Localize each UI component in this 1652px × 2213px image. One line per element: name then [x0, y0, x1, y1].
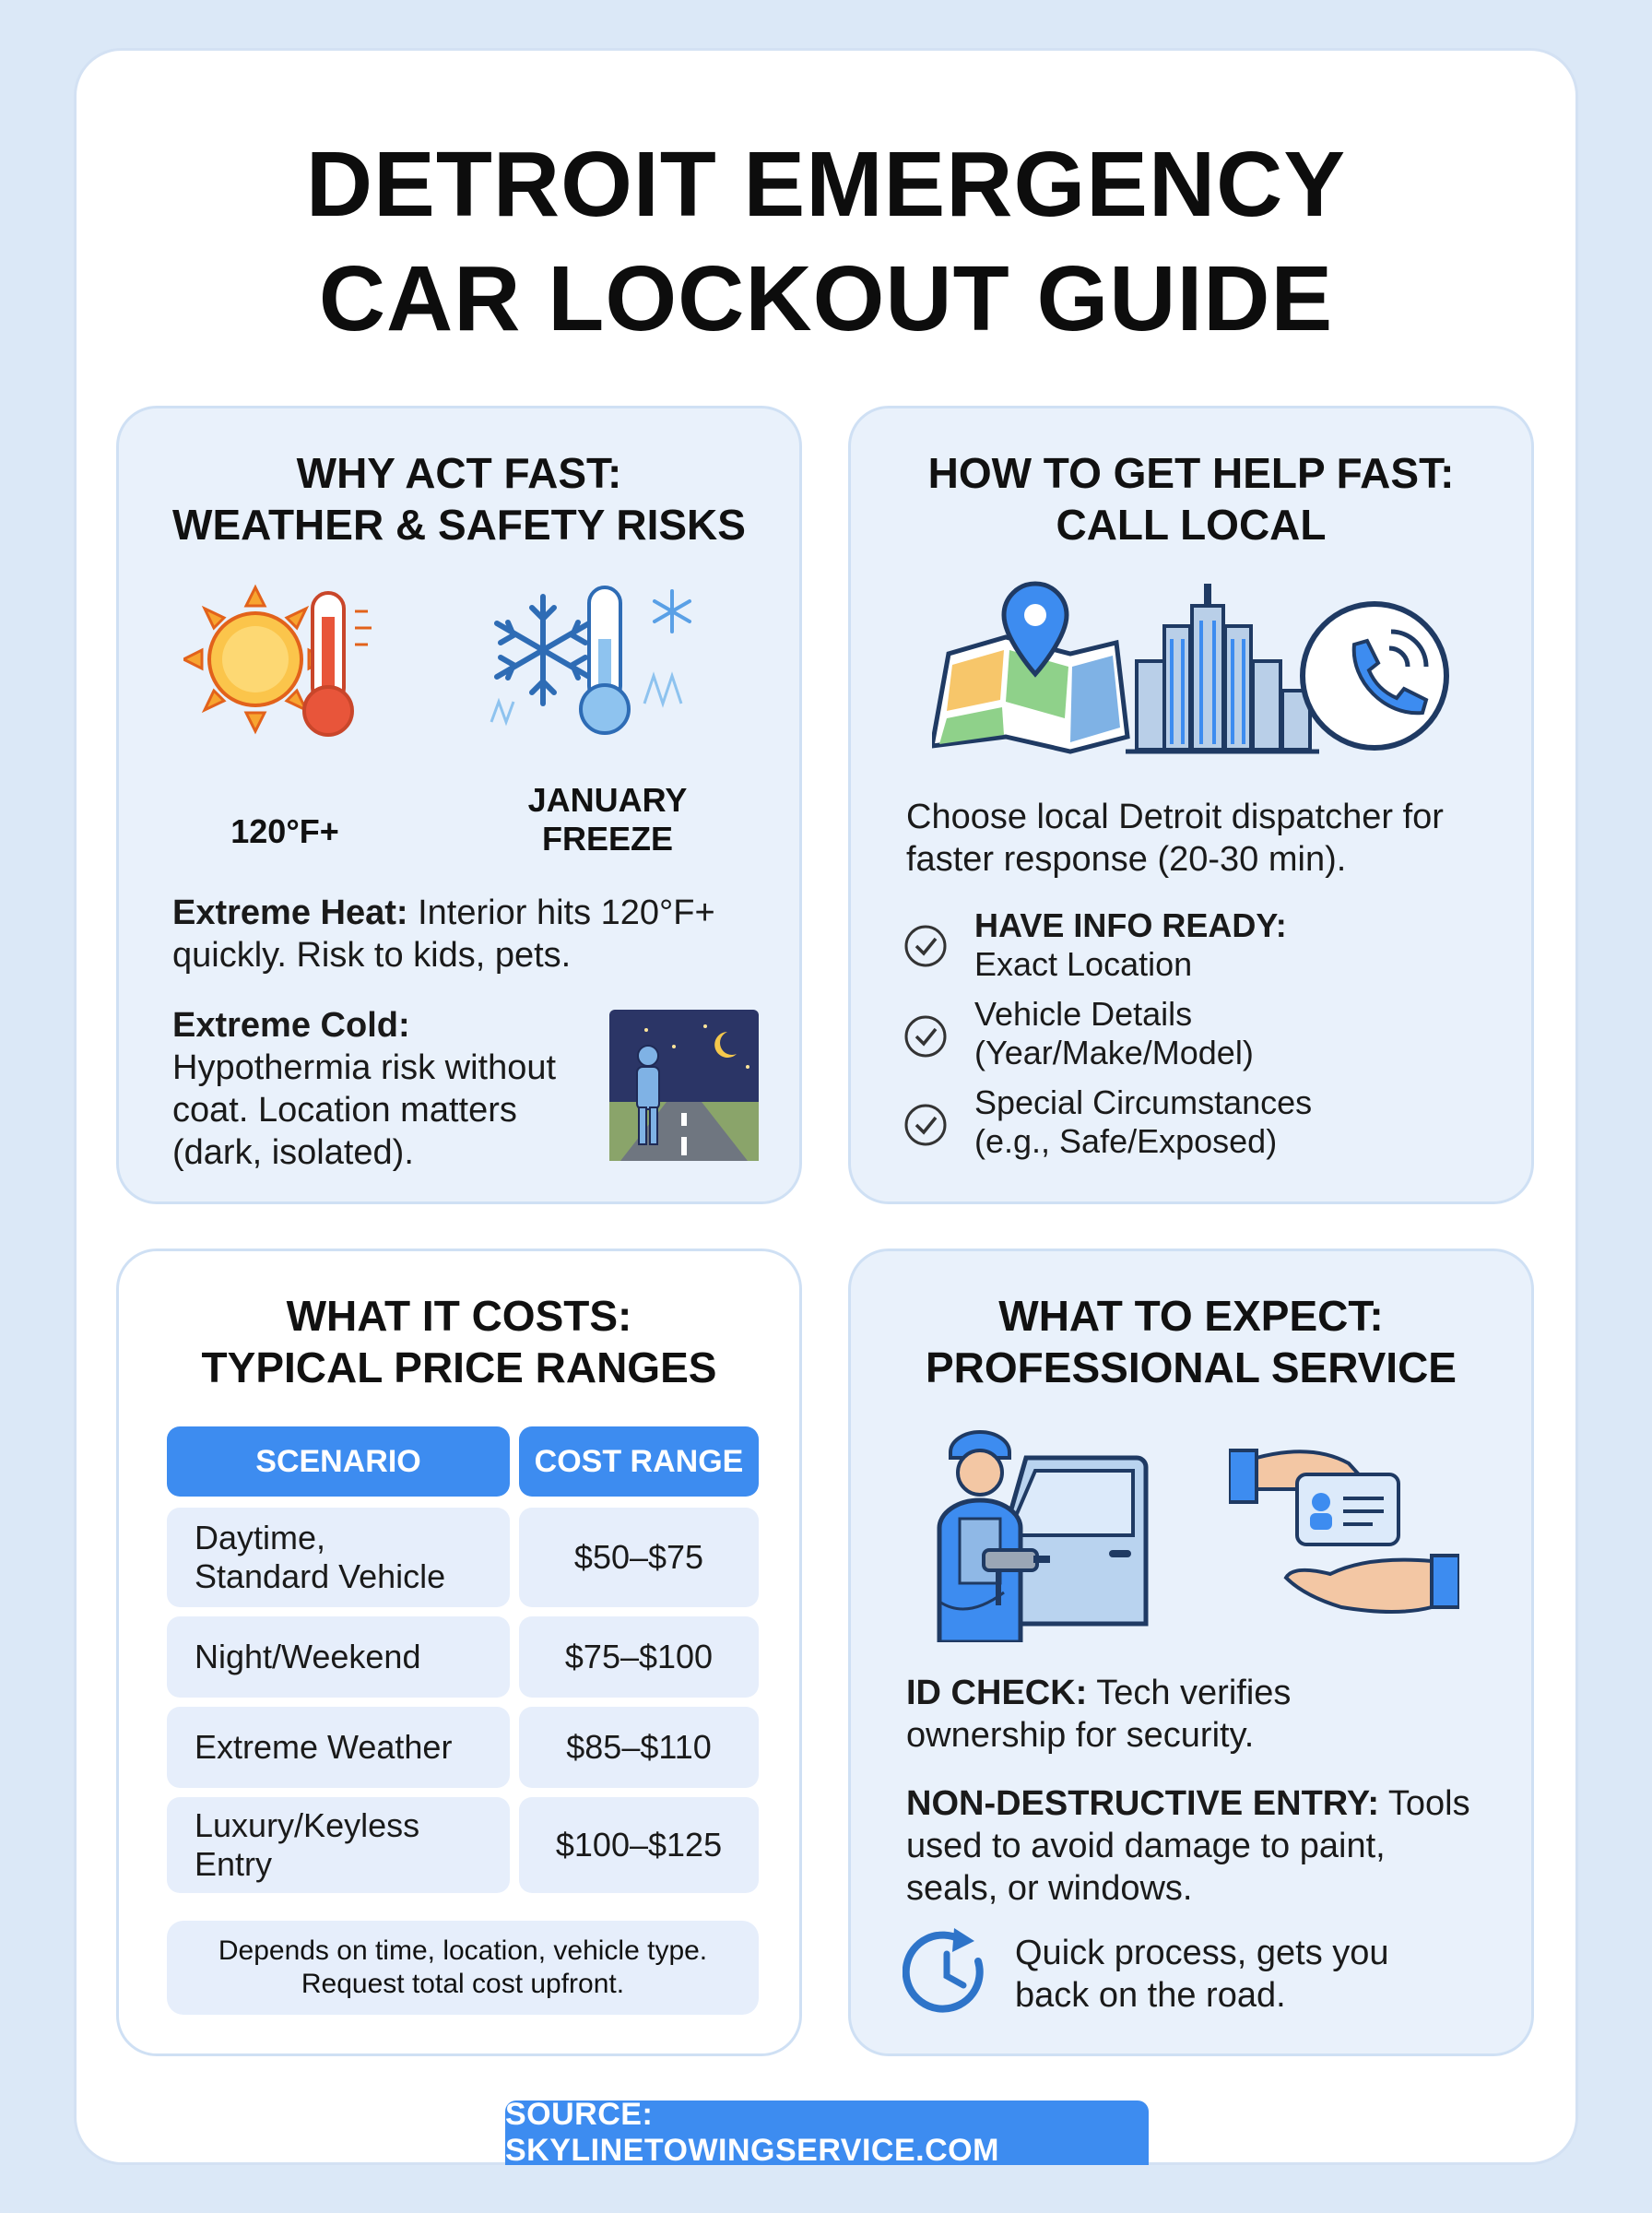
page-title	[0, 127, 1652, 356]
checklist-item-vehicle-details	[974, 995, 1491, 1072]
source-badge: SOURCE: SKYLINETOWINGSERVICE.COM	[505, 2101, 1149, 2165]
checklist-info-ready-label: HAVE INFO READY:	[974, 906, 1287, 944]
help-card-title	[851, 447, 1531, 550]
table-cell-cost: $75–$100	[519, 1616, 759, 1698]
help-intro-line-1: Choose local Detroit dispatcher for	[906, 798, 1444, 836]
title-line-1: DETROIT EMERGENCY	[305, 133, 1347, 236]
checklist-item-special	[974, 1083, 1491, 1161]
help-title-line-1: HOW TO GET HELP FAST:	[927, 449, 1455, 497]
checklist-info-ready-text: Exact Location	[974, 945, 1193, 983]
checklist-vehicle-line-2: (Year/Make/Model)	[974, 1034, 1254, 1071]
quick-process-line-1: Quick process, gets you	[1015, 1934, 1389, 1972]
scenario-line-2: Standard Vehicle	[195, 1557, 446, 1595]
table-cell-cost: $50–$75	[519, 1508, 759, 1607]
entry-line-1: Tools	[1379, 1784, 1470, 1823]
extreme-heat-line-1: Interior hits 120°F+	[407, 893, 715, 932]
extreme-cold-line-3: (dark, isolated).	[172, 1133, 414, 1172]
extreme-cold-line-2: coat. Location matters	[172, 1091, 517, 1130]
table-cell-cost: $100–$125	[519, 1797, 759, 1893]
extreme-cold-text	[172, 1004, 596, 1174]
help-title-line-2: CALL LOCAL	[1056, 501, 1327, 549]
extreme-cold-line-1: Hypothermia risk without	[172, 1048, 557, 1087]
table-cell-scenario: Extreme Weather	[167, 1707, 510, 1788]
title-line-2: CAR LOCKOUT GUIDE	[318, 247, 1334, 350]
checklist-item-info-ready	[974, 906, 1491, 984]
help-intro-line-2: faster response (20-30 min).	[906, 840, 1347, 879]
get-help-card	[848, 406, 1534, 1204]
freeze-caption-line-1: JANUARY	[527, 781, 688, 819]
table-cell-scenario: Night/Weekend	[167, 1616, 510, 1698]
entry-line-3: seals, or windows.	[906, 1869, 1193, 1908]
id-check-label: ID CHECK:	[906, 1674, 1088, 1712]
expect-card	[848, 1249, 1534, 2056]
sun-thermometer-icon	[183, 584, 377, 740]
costs-title-line-1: WHAT IT COSTS:	[286, 1292, 632, 1340]
freeze-caption	[478, 781, 737, 858]
table-cell-scenario	[167, 1797, 510, 1893]
check-circle-icon	[903, 1013, 949, 1059]
checklist-vehicle-line-1: Vehicle Details	[974, 995, 1193, 1033]
table-header-cost-range: COST RANGE	[519, 1426, 759, 1497]
quick-process-text	[1015, 1932, 1513, 2017]
table-cell-cost: $85–$110	[519, 1707, 759, 1788]
entry-line-2: used to avoid damage to paint,	[906, 1827, 1386, 1865]
quick-process-line-2: back on the road.	[1015, 1976, 1286, 2015]
freeze-caption-line-2: FREEZE	[541, 820, 673, 858]
check-circle-icon	[903, 923, 949, 969]
costs-card	[116, 1249, 802, 2056]
scenario-line-1: Luxury/Keyless	[195, 1806, 420, 1844]
id-check-line-2: ownership for security.	[906, 1716, 1255, 1755]
table-header-scenario: SCENARIO	[167, 1426, 510, 1497]
cost-note-line-2: Request total cost upfront.	[301, 1969, 625, 1999]
id-check-line-1: Tech verifies	[1087, 1674, 1292, 1712]
non-destructive-entry-text	[906, 1782, 1524, 1910]
heat-caption: 120°F+	[230, 812, 339, 850]
checklist-special-line-1: Special Circumstances	[974, 1083, 1313, 1121]
expect-card-title	[851, 1290, 1531, 1393]
id-check-text	[906, 1672, 1515, 1757]
extreme-heat-label: Extreme Heat:	[172, 893, 408, 932]
night-road-illustration	[609, 1010, 759, 1161]
scenario-line-1: Daytime,	[195, 1519, 326, 1556]
why-title-line-1: WHY ACT FAST:	[296, 449, 622, 497]
costs-card-title	[119, 1290, 799, 1393]
extreme-cold-label: Extreme Cold:	[172, 1006, 410, 1045]
help-intro	[906, 796, 1515, 881]
cost-note	[167, 1921, 759, 2015]
check-circle-icon	[903, 1102, 949, 1148]
checklist-special-line-2: (e.g., Safe/Exposed)	[974, 1122, 1278, 1160]
scenario-line-2: Entry	[195, 1845, 273, 1883]
why-title-line-2: WEATHER & SAFETY RISKS	[172, 501, 746, 549]
why-card-title	[119, 447, 799, 550]
table-cell-scenario	[167, 1508, 510, 1607]
why-act-fast-card	[116, 406, 802, 1204]
expect-title-line-2: PROFESSIONAL SERVICE	[926, 1343, 1457, 1391]
costs-title-line-2: TYPICAL PRICE RANGES	[201, 1343, 717, 1391]
id-card-handoff-icon	[1229, 1441, 1459, 1626]
cost-note-line-1: Depends on time, location, vehicle type.	[218, 1935, 708, 1966]
technician-car-door-icon	[925, 1430, 1174, 1642]
expect-title-line-1: WHAT TO EXPECT:	[998, 1292, 1384, 1340]
clock-refresh-icon	[903, 1928, 995, 2020]
map-city-phone-icon	[932, 580, 1457, 764]
snowflake-thermometer-icon	[488, 584, 709, 740]
extreme-heat-line-2: quickly. Risk to kids, pets.	[172, 936, 572, 975]
entry-label: NON-DESTRUCTIVE ENTRY:	[906, 1784, 1379, 1823]
extreme-heat-text	[172, 892, 762, 976]
